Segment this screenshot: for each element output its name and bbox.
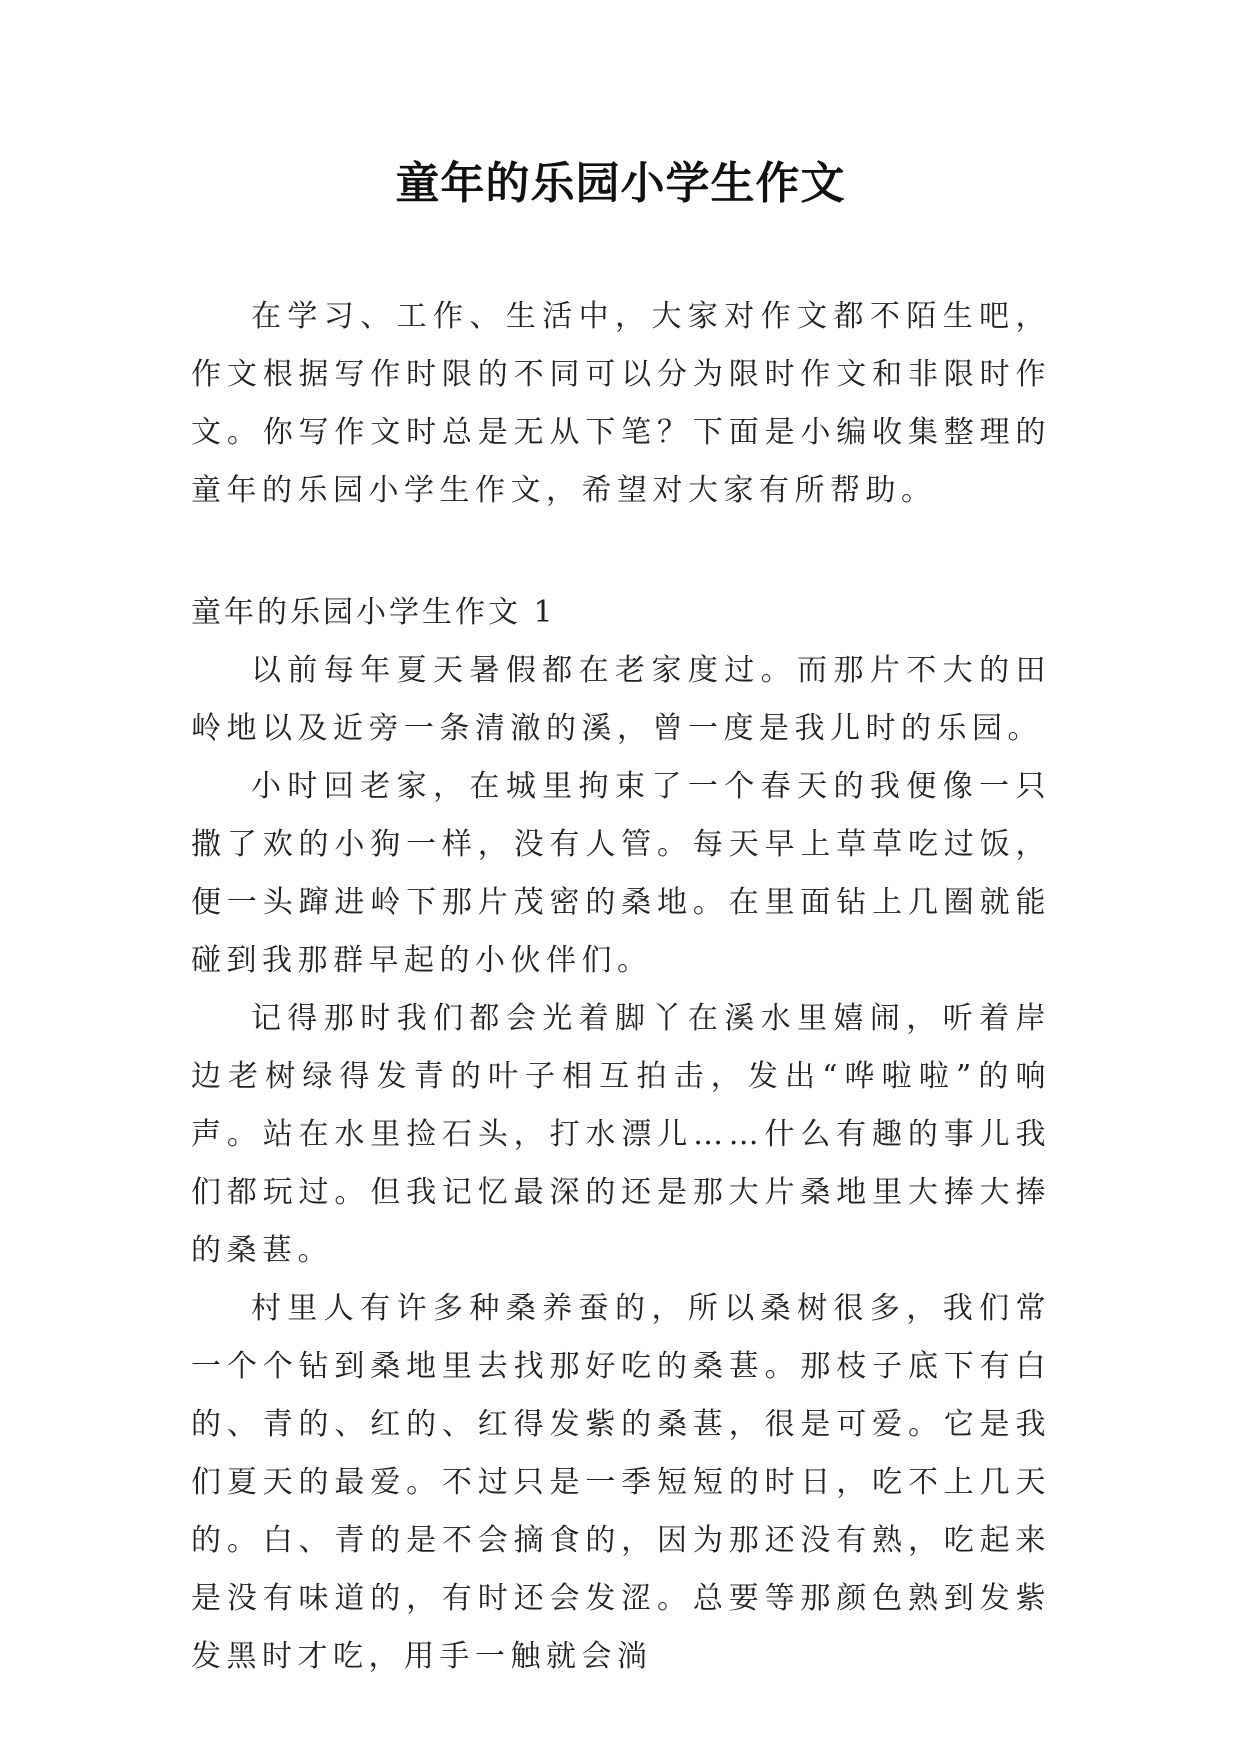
paragraph-1: 以前每年夏天暑假都在老家度过。而那片不大的田岭地以及近旁一条清澈的溪，曾一度是我儿时的乐园。 [191, 653, 1051, 746]
paragraph-4: 村里人有许多种桑养蚕的，所以桑树很多，我们常一个个钻到桑地里去找那好吃的桑葚。那枝子底下有白的、青的、红的、红得发紫的桑葚，很是可爱。它是我们夏天的最爱。不过只是一季短短的时日，吃不上几天的。白、青的是不会摘食的，因为那还没有熟，吃起来是没有味道的，有时还会发涩。总要等那颜色熟到发紫发黑时才吃，用手一触就会淌 [191, 1291, 1051, 1674]
section-heading: 童年的乐园小学生作文 1 [191, 595, 556, 630]
essay-section [191, 584, 1051, 1686]
intro-block [191, 288, 1051, 520]
paragraph-3: 记得那时我们都会光着脚丫在溪水里嬉闹，听着岸边老树绿得发青的叶子相互拍击，发出“哗啦啦”的响声。站在水里捡石头，打水漂儿……什么有趣的事儿我们都玩过。但我记忆最深的还是那大片桑地里大捧大捧的桑葚。 [191, 1001, 1051, 1268]
intro-paragraph: 在学习、工作、生活中，大家对作文都不陌生吧，作文根据写作时限的不同可以分为限时作文和非限时作文。你写作文时总是无从下笔？下面是小编收集整理的童年的乐园小学生作文，希望对大家有所帮助。 [191, 299, 1051, 508]
paragraph-2: 小时回老家，在城里拘束了一个春天的我便像一只撒了欢的小狗一样，没有人管。每天早上草草吃过饭，便一头蹿进岭下那片茂密的桑地。在里面钻上几圈就能碰到我那群早起的小伙伴们。 [191, 769, 1051, 978]
document-title: 童年的乐园小学生作文 [395, 158, 846, 209]
